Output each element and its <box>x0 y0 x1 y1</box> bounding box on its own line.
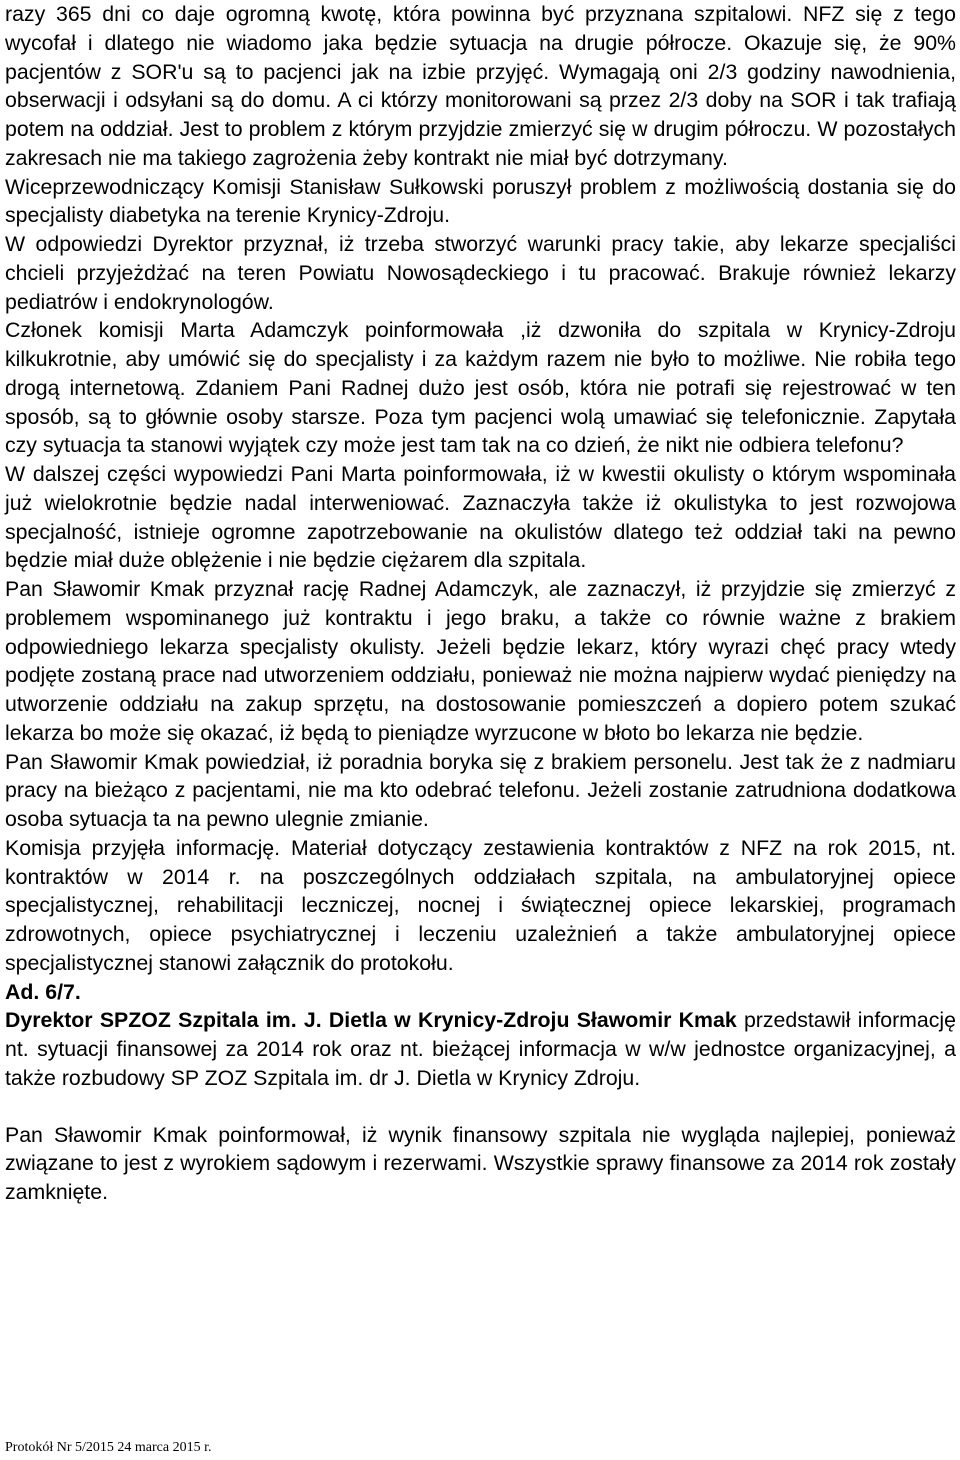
section-heading: Ad. 6/7. <box>5 979 81 1004</box>
paragraph-ophthalmology: W dalszej części wypowiedzi Pani Marta poinformowała, iż w kwestii okulisty o którym wspominała już wielokrotnie będzie nadal interweniować. Zaznaczyła także iż okulistyka to jest rozwojowa specjalność, istnieje ogromne zapotrzebowanie na okulistów dlatego też oddział taki na pewno będzie miał duże oblężenie i nie będzie ciężarem dla szpitala. <box>5 462 956 573</box>
section-bold-lead: Dyrektor SPZOZ Szpitala im. J. Dietla w Krynicy-Zdroju Sławomir Kmak <box>5 1008 737 1033</box>
paragraph-director-response: W odpowiedzi Dyrektor przyznał, iż trzeba stworzyć warunki pracy takie, aby lekarze specjaliści chcieli przyjeżdżać na teren Powiatu Nowosądeckiego i tu pracować. Brakuje również lekarzy pediatrów i endokrynologów. <box>5 232 956 314</box>
document-page <box>5 0 956 1207</box>
section-intro <box>5 1006 956 1092</box>
paragraph-committee-accepted: Komisja przyjęła informację. Materiał dotyczący zestawienia kontraktów z NFZ na rok 2015, nt. kontraktów w 2014 r. na poszczególnych oddziałach szpitala, na ambulatoryjnej opiece specjalistycznej, rehabilitacji leczniczej, nocnej i świątecznej opiece lekarskiej, programach zdrowotnych, opiece psychiatrycznej i leczeniu uzależnień a także ambulatoryjnej opiece specjalistycznej stanowi załącznik do protokołu. <box>5 835 956 975</box>
paragraph-adamczyk-phone: Członek komisji Marta Adamczyk poinformowała ,iż dzwoniła do szpitala w Krynicy-Zdroju kilkukrotnie, aby umówić się do specjalisty i za każdym razem nie było to możliwe. Nie robiła tego drogą internetową. Zdaniem Pani Radnej dużo jest osób, która nie potrafi się rejestrować w ten sposób, są to głównie osoby starsze. Poza tym pacjenci wolą umawiać się telefonicznie. Zapytała czy sytuacja ta stanowi wyjątek czy może jest tam tak na co dzień, że nikt nie odbiera telefonu? <box>5 318 956 458</box>
paragraph-diabetologist: Wiceprzewodniczący Komisji Stanisław Sułkowski poruszył problem z możliwością dostania się do specjalisty diabetyka na terenie Krynicy-Zdroju. <box>5 174 956 228</box>
section-rest: przedstawił informację nt. sytuacji finansowej za 2014 rok oraz nt. bieżącej informacja w w/w jednostce organizacyjnej, a także rozbudowy SP ZOZ Szpitala im. dr J. Dietla w Krynicy Zdroju. <box>5 1008 956 1090</box>
paragraph-financial-result: Pan Sławomir Kmak poinformował, iż wynik finansowy szpitala nie wygląda najlepiej, ponieważ związane to jest z wyrokiem sądowym i rezerwami. Wszystkie sprawy finansowe za 2014 rok zostały zamknięte. <box>5 1122 956 1204</box>
paragraph-kmak-reply: Pan Sławomir Kmak przyznał rację Radnej Adamczyk, ale zaznaczył, iż przyjdzie się zmierzyć z problemem wspominanego już kontraktu i jego braku, a także co równie ważne z brakiem odpowiedniego lekarza specjalisty okulisty. Jeżeli będzie lekarz, który wyrazi chęć pracy wtedy podjęte zostaną prace nad utworzeniem oddziału, ponieważ nie można najpierw wydać pieniędzy na utworzenie oddziału na zakup sprzętu, na dostosowanie pomieszczeń a dopiero potem szukać lekarza bo może się okazać, iż będą to pieniądze wyrzucone w błoto bo lekarza nie będzie. <box>5 577 956 745</box>
page-footer: Protokół Nr 5/2015 24 marca 2015 r. <box>5 1440 212 1455</box>
paragraph-staff-shortage: Pan Sławomir Kmak powiedział, iż poradnia boryka się z brakiem personelu. Jest tak że z nadmiaru pracy na bieżąco z pacjentami, nie ma kto odebrać telefonu. Jeżeli zostanie zatrudniona dodatkowa osoba sytuacja ta na pewno ulegnie zmianie. <box>5 749 956 831</box>
paragraph-nfz-contract: razy 365 dni co daje ogromną kwotę, która powinna być przyznana szpitalowi. NFZ się z tego wycofał i dlatego nie wiadomo jaka będzie sytuacja na drugie półrocze. Okazuje się, że 90% pacjentów z SOR'u są to pacjenci jak na izbie przyjęć. Wymagają oni 2/3 godziny nawodnienia, obserwacji i odsyłani są do domu. A ci którzy monitorowani są przez 2/3 doby na SOR i tak trafiają potem na oddział. Jest to problem z którym przyjdzie zmierzyć się w drugim półroczu. W pozostałych zakresach nie ma takiego zagrożenia żeby kontrakt nie miał być dotrzymany. <box>5 2 956 170</box>
